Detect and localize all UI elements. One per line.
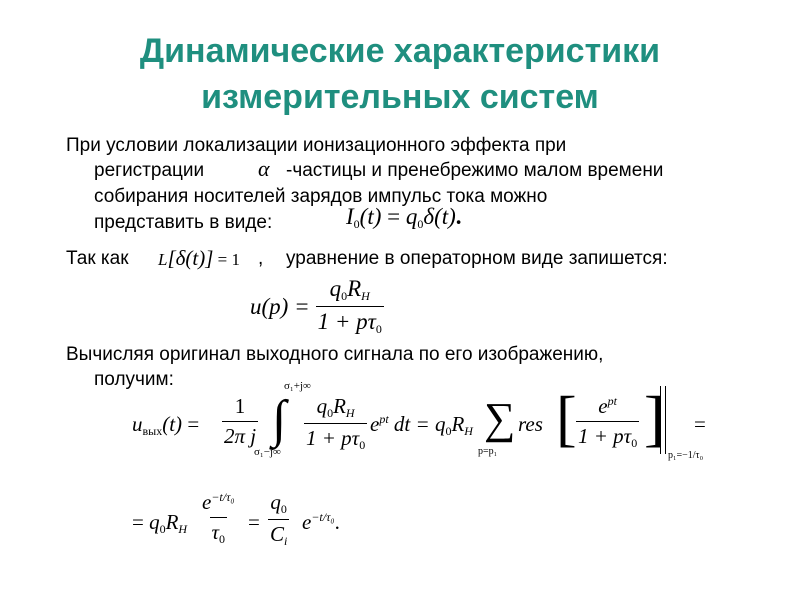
paragraph-1-line-2b: -частицы и пренебрежимо малом времени [286,160,664,181]
formula-current: $I_0(t) = q_0\delta(t)$. [346,204,462,231]
paragraph-2-end: уравнение в операторном виде запишется: [286,248,668,269]
formula-operator: u(p) = $\frac{q_0R_H}{1 + p\tau_0}$ [250,276,382,336]
formula-inverse-transform: $u_{вых}(t)$ = $\frac{1}{\text{2π j}}$ σ₁+j∞ ∫ σ₁−j∞ $\frac{q_0R_H}{1 + p\tau_0}$ $e^{pt}$ dt = $q_0R_H$ ∑ p=p₁ res [ $e^{pt}$ $1 + p\tau_0$ ] p₁=−1/τ₀ = [132,380,706,461]
title-line-1: Динамические характеристики [139,32,661,70]
paragraph-1-line-2a: регистрации [94,160,205,181]
formula-result: = $q_0R_H$ $\frac{e^{-t/\tau_0}}{\tau_0}$ = $\frac{q_0}{C_i}$ $e^{-t/\tau_0}$. [132,490,340,548]
alpha-symbol: α [258,156,270,181]
paragraph-3-line-1: Вычисляя оригинал выходного сигнала по его изображению, [66,344,604,365]
formula-laplace: L[δ(t)] = 1 [158,246,240,270]
paragraph-1-line-3: собирания носителей зарядов импульс тока можно [94,186,548,207]
paragraph-3-line-2: получим: [94,369,174,390]
paragraph-2-comma: , [258,248,264,269]
title-line-2: измерительных систем [201,78,599,116]
paragraph-1-line-1: При условии локализации ионизационного эффекта при [66,135,567,156]
paragraph-2-start: Так как [66,248,129,269]
paragraph-1-line-4: представить в виде: [94,212,273,233]
slide-title [40,28,760,120]
